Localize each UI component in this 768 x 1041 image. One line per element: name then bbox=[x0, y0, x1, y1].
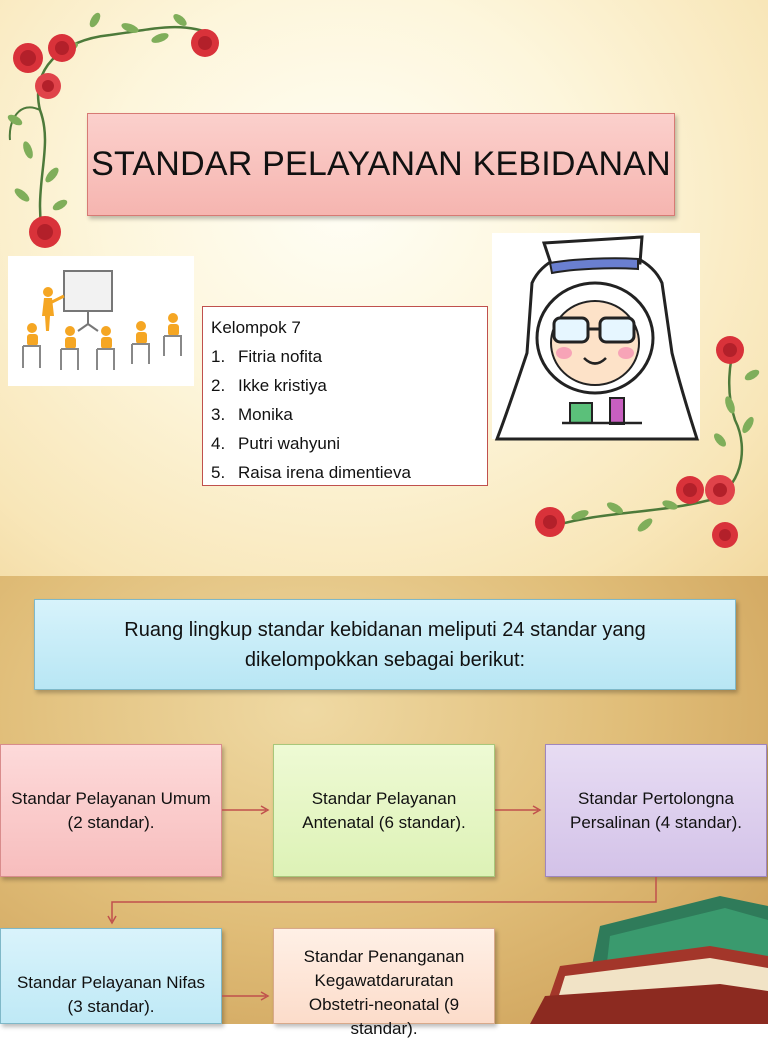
member-name: Fitria nofita bbox=[238, 347, 323, 366]
standard-box-antenatal bbox=[273, 744, 495, 877]
rose-corner-right-icon bbox=[520, 330, 768, 576]
books-icon bbox=[520, 876, 768, 1024]
member-item bbox=[211, 429, 479, 458]
member-item bbox=[211, 400, 479, 429]
connector-arrowhead bbox=[261, 806, 268, 814]
member-number: 2. bbox=[211, 376, 226, 395]
connector-arrowhead bbox=[261, 992, 268, 1000]
member-number: 3. bbox=[211, 405, 226, 424]
standard-box-label: Standar Penanganan Kegawatdaruratan Obstetri-neonatal (9 standar). bbox=[303, 947, 465, 1038]
standard-box-general bbox=[0, 744, 222, 877]
presentation-meeting-icon bbox=[8, 256, 194, 386]
intro-box bbox=[34, 599, 736, 690]
member-name: Monika bbox=[238, 405, 293, 424]
member-number: 5. bbox=[211, 463, 226, 482]
member-name: Raisa irena dimentieva bbox=[238, 463, 411, 482]
member-name: Putri wahyuni bbox=[238, 434, 341, 453]
standard-box-label: Standar Pertolongna Persalinan (4 standar). bbox=[570, 788, 742, 832]
member-item bbox=[211, 458, 479, 487]
standard-box-label: Standar Pelayanan Nifas (3 standar). bbox=[16, 973, 206, 1016]
slide-standards bbox=[0, 576, 768, 1038]
intro-text: Ruang lingkup standar kebidanan meliputi 24 standar yang dikelompokkan sebagai berikut: bbox=[124, 618, 646, 671]
member-name: Ikke kristiya bbox=[238, 376, 327, 395]
slide-title-text: STANDAR PELAYANAN KEBIDANAN bbox=[91, 145, 671, 183]
member-item bbox=[211, 371, 479, 400]
member-number: 4. bbox=[211, 434, 226, 453]
group-heading: Kelompok 7 bbox=[211, 318, 301, 337]
standard-box-emergency bbox=[273, 928, 495, 1038]
standard-box-label: Standar Pelayanan Umum (2 standar). bbox=[11, 788, 211, 832]
member-item bbox=[211, 342, 479, 371]
standard-box-label: Standar Pelayanan Antenatal (6 standar). bbox=[302, 788, 466, 832]
title-box bbox=[87, 113, 675, 216]
standard-box-postpartum bbox=[0, 928, 222, 1024]
presentation-meeting-illustration bbox=[8, 256, 194, 386]
connector-arrowhead bbox=[533, 806, 540, 814]
standard-box-labor bbox=[545, 744, 767, 877]
connector-arrowhead bbox=[108, 916, 116, 923]
group-members-box bbox=[202, 306, 488, 486]
member-number: 1. bbox=[211, 347, 226, 366]
